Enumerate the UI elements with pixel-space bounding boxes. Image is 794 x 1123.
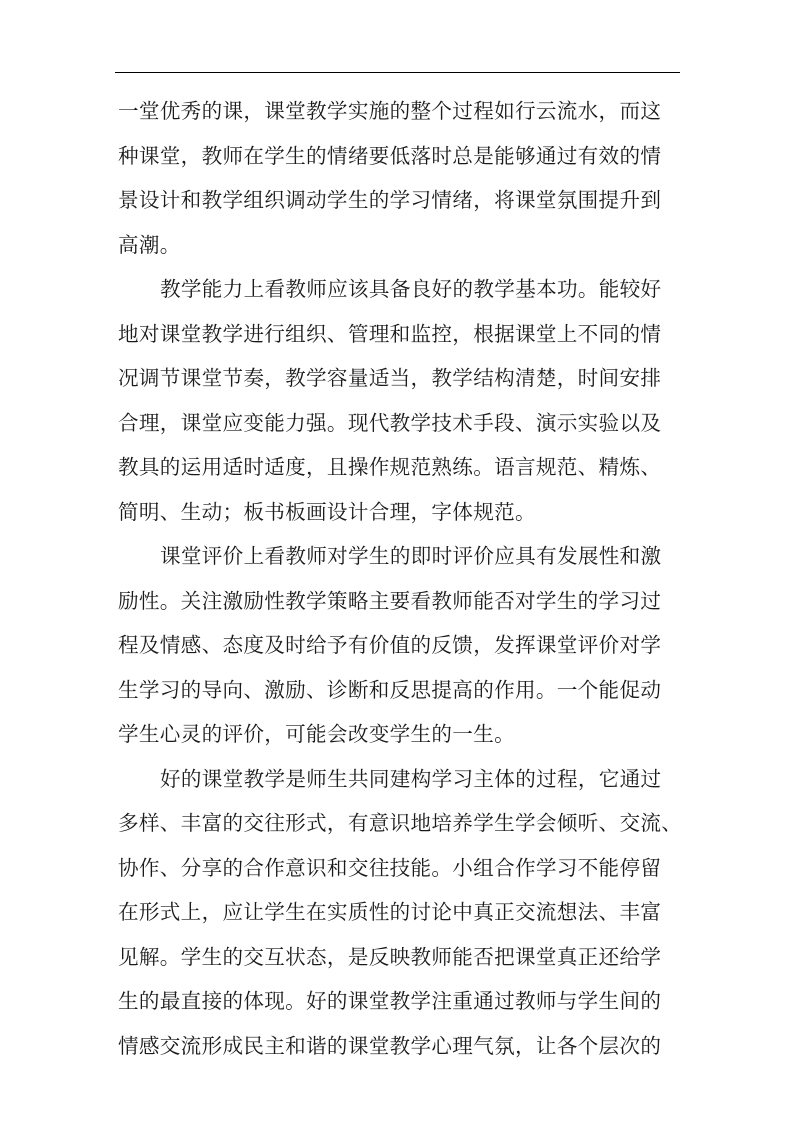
text-line: 教具的运用适时适度，且操作规范熟练。语言规范、精炼、 (118, 455, 662, 479)
text-line: 协作、分享的合作意识和交往技能。小组合作学习不能停留 (118, 855, 662, 880)
text-line: 高潮。 (118, 232, 181, 257)
text-line: 课堂评价上看教师对学生的即时评价应具有发展性和激 (160, 544, 662, 568)
text-line: 程及情感、态度及时给予有价值的反馈，发挥课堂评价对学 (118, 633, 662, 657)
text-line: 在形式上，应让学生在实质性的讨论中真正交流想法、丰富 (118, 900, 662, 924)
text-line: 情感交流形成民主和谐的课堂教学心理气氛，让各个层次的 (118, 1033, 662, 1058)
text-line: 一堂优秀的课，课堂教学实施的整个过程如行云流水，而这 (118, 99, 662, 123)
text-line: 多样、丰富的交往形式，有意识地培养学生学会倾听、交流、 (118, 811, 683, 835)
document-body (118, 89, 683, 1068)
text-line: 简明、生动；板书板画设计合理，字体规范。 (118, 499, 536, 524)
text-line: 生学习的导向、激励、诊断和反思提高的作用。一个能促动 (118, 677, 662, 702)
text-line: 学生心灵的评价，可能会改变学生的一生。 (118, 722, 515, 746)
header-rule (115, 72, 680, 73)
text-line: 景设计和教学组织调动学生的学习情绪，将课堂氛围提升到 (118, 188, 662, 212)
text-line: 见解。学生的交互状态，是反映教师能否把课堂真正还给学 (118, 944, 662, 969)
text-line: 况调节课堂节奏，教学容量适当，教学结构清楚，时间安排 (118, 366, 662, 390)
text-line: 生的最直接的体现。好的课堂教学注重通过教师与学生间的 (118, 989, 662, 1013)
text-line: 好的课堂教学是师生共同建构学习主体的过程，它通过 (160, 766, 662, 791)
text-line: 励性。关注激励性教学策略主要看教师能否对学生的学习过 (118, 588, 662, 613)
text-line: 种课堂，教师在学生的情绪要低落时总是能够通过有效的情 (118, 143, 662, 168)
text-line: 合理，课堂应变能力强。现代教学技术手段、演示实验以及 (118, 410, 662, 435)
text-line: 教学能力上看教师应该具备良好的教学基本功。能较好 (160, 277, 662, 301)
text-line: 地对课堂教学进行组织、管理和监控，根据课堂上不同的情 (118, 321, 662, 346)
